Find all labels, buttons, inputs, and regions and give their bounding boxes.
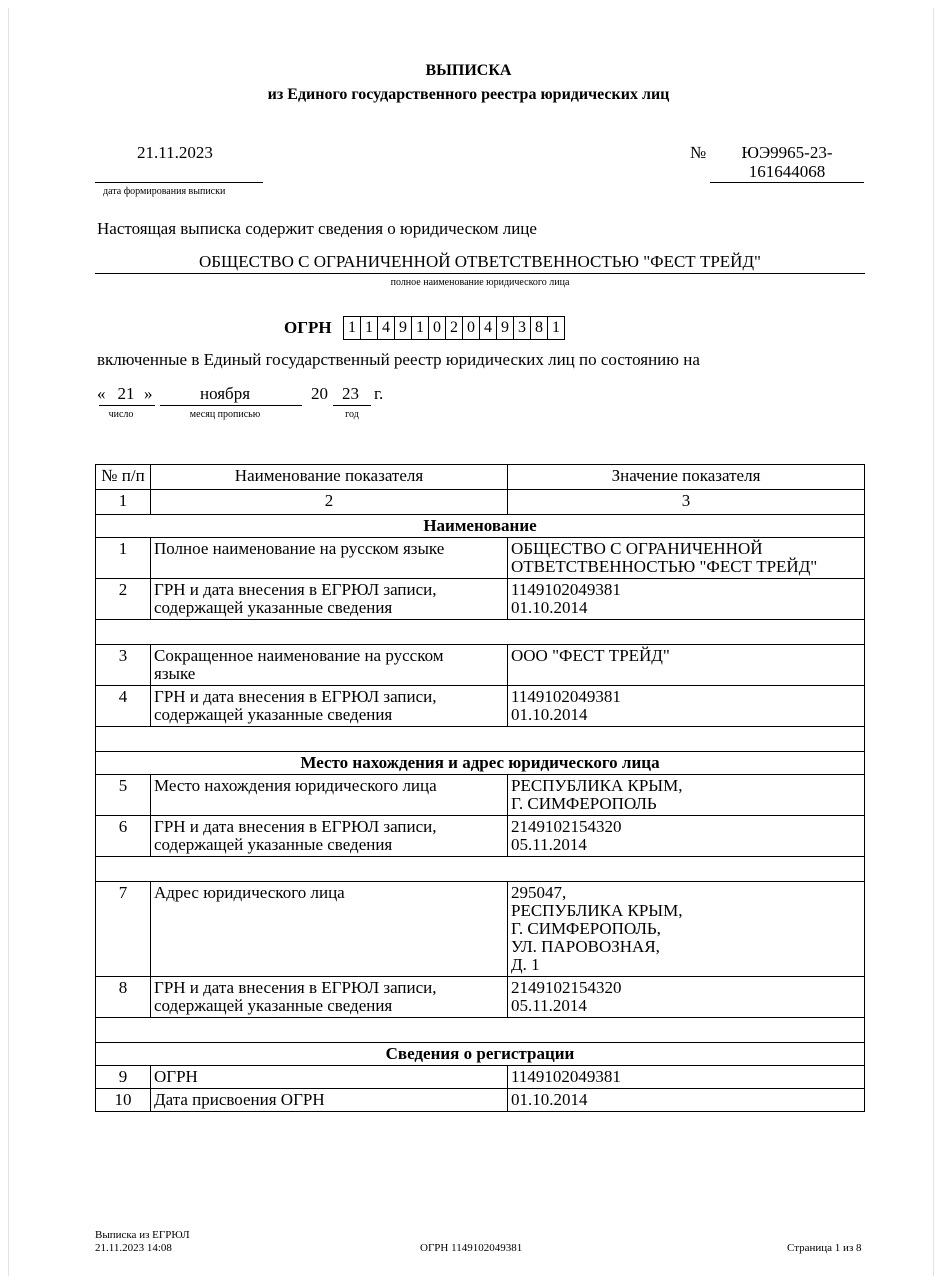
row-indicator-name (151, 538, 508, 579)
ogrn-digit-box: 9 (496, 316, 514, 340)
ogrn-digit-box: 1 (360, 316, 378, 340)
cell-line: 2149102154320 (511, 978, 622, 997)
close-quote: » (144, 384, 153, 403)
spacer-cell (96, 857, 865, 882)
header-cell: Значение показателя (508, 465, 865, 490)
cell-line: языке (154, 664, 196, 683)
cell-line: 01.10.2014 (511, 705, 588, 724)
row-indicator-name (151, 775, 508, 816)
cell-line: 2149102154320 (511, 817, 622, 836)
row-indicator-name (151, 686, 508, 727)
section-row (96, 1043, 865, 1066)
row-indicator-value (508, 882, 865, 977)
header-cell: 3 (508, 490, 865, 515)
intro-text: Настоящая выписка содержит сведения о юридическом лице (97, 219, 537, 238)
cell-line: содержащей указанные сведения (154, 598, 393, 617)
cell-line: РЕСПУБЛИКА КРЫМ, (511, 901, 683, 920)
cell-line: Сокращенное наименование на русском (154, 646, 444, 665)
document-subtitle: из Единого государственного реестра юридических лиц (267, 86, 670, 103)
spacer-row (96, 620, 865, 645)
row-indicator-name (151, 977, 508, 1018)
row-indicator-value (508, 816, 865, 857)
spacer-cell (96, 727, 865, 752)
footer-timestamp: 21.11.2023 14:08 (95, 1242, 172, 1254)
document-title: ВЫПИСКА (425, 62, 512, 79)
row-number: 8 (96, 977, 151, 1018)
month-caption: месяц прописью (189, 409, 261, 420)
cell-line: ГРН и дата внесения в ЕГРЮЛ записи, (154, 687, 437, 706)
table-row (96, 882, 865, 977)
cell-line: Адрес юридического лица (154, 883, 345, 902)
header-cell: № п/п (96, 465, 151, 490)
year-caption: год (345, 409, 359, 420)
year-suffix: 23 (342, 384, 359, 403)
cell-line: содержащей указанные сведения (154, 705, 393, 724)
header-cell: 2 (151, 490, 508, 515)
ogrn-digit-box: 4 (479, 316, 497, 340)
ogrn-label: ОГРН (284, 318, 332, 337)
section-heading: Место нахождения и адрес юридического лица (96, 752, 865, 775)
cell-line: 05.11.2014 (511, 996, 587, 1015)
ogrn-digit-box: 4 (377, 316, 395, 340)
row-indicator-value (508, 775, 865, 816)
as-of-month: ноября (199, 384, 251, 403)
row-indicator-value (508, 1089, 865, 1112)
included-text: включенные в Единый государственный реестр юридических лиц по состоянию на (97, 350, 700, 369)
row-number: 6 (96, 816, 151, 857)
cell-line: Г. СИМФЕРОПОЛЬ, (511, 919, 661, 938)
year-prefix: 20 (311, 384, 328, 403)
register-table (95, 464, 865, 1112)
ogrn-digit-box: 9 (394, 316, 412, 340)
ogrn-digit-box: 8 (530, 316, 548, 340)
number-underline (710, 182, 864, 183)
extract-date: 21.11.2023 (137, 143, 213, 162)
table-row (96, 686, 865, 727)
cell-line: ГРН и дата внесения в ЕГРЮЛ записи, (154, 817, 437, 836)
year-abbrev: г. (374, 384, 384, 403)
section-row (96, 752, 865, 775)
table-row (96, 579, 865, 620)
cell-line: ГРН и дата внесения в ЕГРЮЛ записи, (154, 580, 437, 599)
row-number: 5 (96, 775, 151, 816)
ogrn-digit-box: 3 (513, 316, 531, 340)
ogrn-digit-boxes (343, 316, 564, 340)
cell-line: содержащей указанные сведения (154, 835, 393, 854)
as-of-day: 21 (117, 384, 135, 403)
cell-line: УЛ. ПАРОВОЗНАЯ, (511, 937, 660, 956)
extract-number (712, 143, 862, 181)
column-number-row (96, 490, 865, 515)
open-quote: « (97, 384, 106, 403)
table-row (96, 538, 865, 579)
header-cell: Наименование показателя (151, 465, 508, 490)
row-number: 10 (96, 1089, 151, 1112)
cell-line: 295047, (511, 883, 567, 902)
cell-line: ООО "ФЕСТ ТРЕЙД" (511, 646, 670, 665)
header-row (96, 465, 865, 490)
row-indicator-value (508, 977, 865, 1018)
row-indicator-name (151, 645, 508, 686)
cell-line: 05.11.2014 (511, 835, 587, 854)
cell-line: 01.10.2014 (511, 1090, 588, 1109)
row-number: 1 (96, 538, 151, 579)
row-indicator-value (508, 579, 865, 620)
cell-line: 1149102049381 (511, 687, 621, 706)
table-row (96, 1066, 865, 1089)
footer-page-number: Страница 1 из 8 (787, 1242, 862, 1254)
row-number: 4 (96, 686, 151, 727)
spacer-row (96, 1018, 865, 1043)
row-number: 7 (96, 882, 151, 977)
spacer-row (96, 857, 865, 882)
ogrn-digit-box: 2 (445, 316, 463, 340)
table-row (96, 816, 865, 857)
cell-line: Г. СИМФЕРОПОЛЬ (511, 794, 657, 813)
row-indicator-name (151, 1066, 508, 1089)
spacer-row (96, 727, 865, 752)
row-indicator-value (508, 686, 865, 727)
extract-date-caption: дата формирования выписки (103, 186, 226, 197)
ogrn-digit-box: 1 (547, 316, 565, 340)
month-underline (160, 405, 302, 406)
date-underline (95, 182, 263, 183)
number-sign: № (690, 143, 707, 162)
row-indicator-value (508, 645, 865, 686)
cell-line: ОГРН (154, 1067, 198, 1086)
section-row (96, 515, 865, 538)
spacer-cell (96, 1018, 865, 1043)
org-full-name: ОБЩЕСТВО С ОГРАНИЧЕННОЙ ОТВЕТСТВЕННОСТЬЮ "ФЕСТ ТРЕЙД" (199, 252, 761, 271)
ogrn-digit-box: 0 (462, 316, 480, 340)
cell-line: Место нахождения юридического лица (154, 776, 437, 795)
table-row (96, 977, 865, 1018)
day-caption: число (108, 409, 134, 420)
org-name-caption: полное наименование юридического лица (390, 277, 570, 288)
ogrn-digit-box: 0 (428, 316, 446, 340)
section-heading: Наименование (96, 515, 865, 538)
row-indicator-name (151, 816, 508, 857)
ogrn-digit-box: 1 (411, 316, 429, 340)
day-underline (99, 405, 155, 406)
cell-line: ОБЩЕСТВО С ОГРАНИЧЕННОЙ (511, 539, 763, 558)
row-indicator-name (151, 579, 508, 620)
cell-line: 1149102049381 (511, 580, 621, 599)
cell-line: 01.10.2014 (511, 598, 588, 617)
spacer-cell (96, 620, 865, 645)
header-cell: 1 (96, 490, 151, 515)
row-number: 2 (96, 579, 151, 620)
cell-line: Д. 1 (511, 955, 540, 974)
row-indicator-value (508, 538, 865, 579)
table-row (96, 775, 865, 816)
cell-line: РЕСПУБЛИКА КРЫМ, (511, 776, 683, 795)
extract-number-line1: ЮЭ9965-23- (741, 143, 833, 162)
row-number: 3 (96, 645, 151, 686)
cell-line: ГРН и дата внесения в ЕГРЮЛ записи, (154, 978, 437, 997)
ogrn-digit-box: 1 (343, 316, 361, 340)
org-name-underline (95, 273, 865, 274)
table-row (96, 645, 865, 686)
row-number: 9 (96, 1066, 151, 1089)
cell-line: Дата присвоения ОГРН (154, 1090, 325, 1109)
table-row (96, 1089, 865, 1112)
row-indicator-name (151, 1089, 508, 1112)
extract-number-line2: 161644068 (748, 162, 826, 181)
cell-line: ОТВЕТСТВЕННОСТЬЮ "ФЕСТ ТРЕЙД" (511, 557, 818, 576)
year-underline (333, 405, 371, 406)
footer-ogrn: ОГРН 1149102049381 (420, 1242, 523, 1254)
row-indicator-value (508, 1066, 865, 1089)
cell-line: Полное наименование на русском языке (154, 539, 445, 558)
row-indicator-name (151, 882, 508, 977)
cell-line: 1149102049381 (511, 1067, 621, 1086)
section-heading: Сведения о регистрации (96, 1043, 865, 1066)
footer-doc-name: Выписка из ЕГРЮЛ (95, 1229, 190, 1241)
cell-line: содержащей указанные сведения (154, 996, 393, 1015)
